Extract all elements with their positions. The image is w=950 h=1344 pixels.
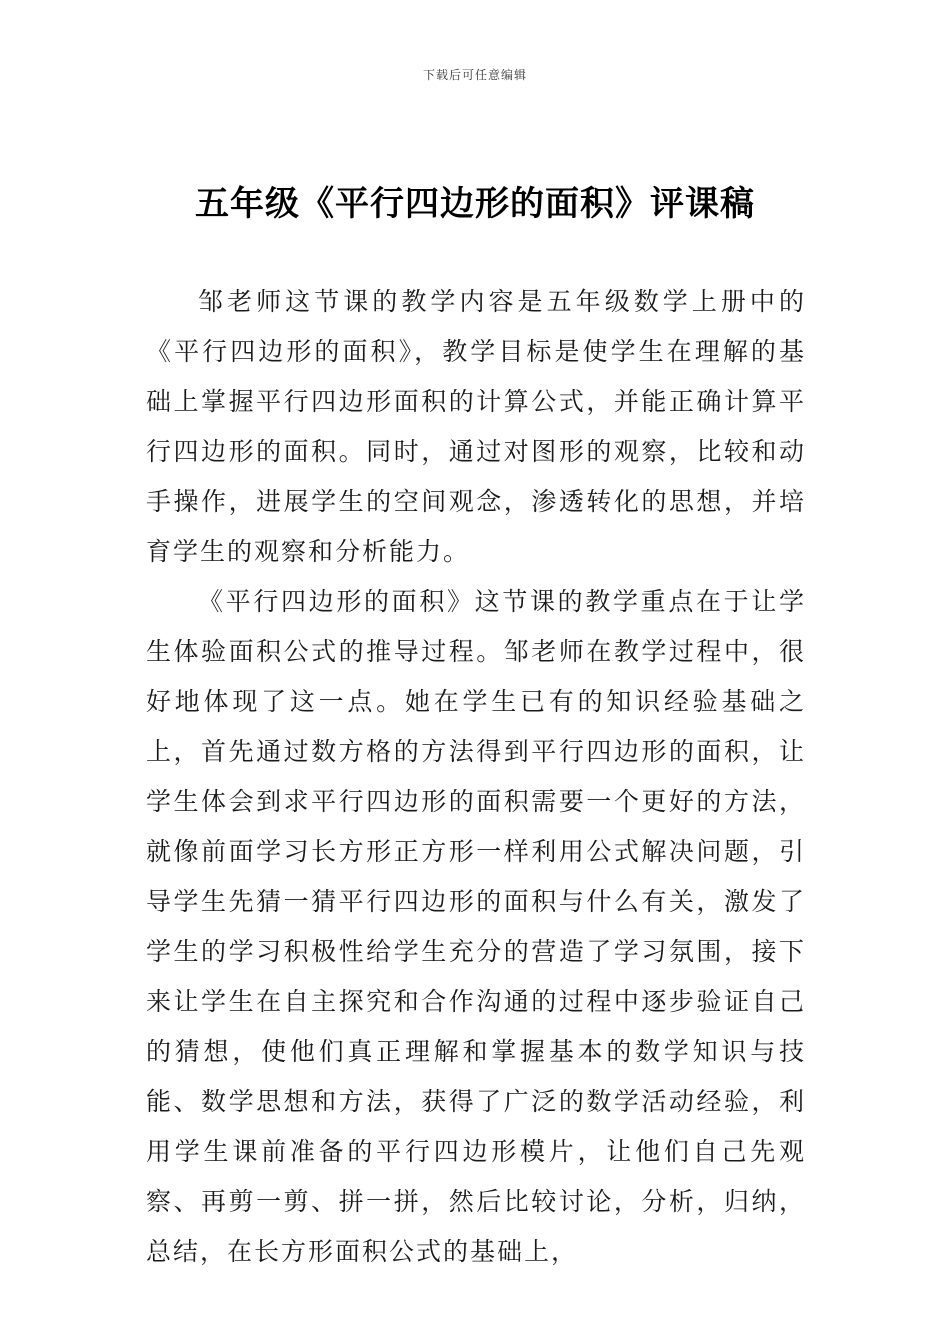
paragraph-1: 邹老师这节课的教学内容是五年级数学上册中的《平行四边形的面积》，教学目标是使学生在理解的基础上掌握平行四边形面积的计算公式，并能正确计算平行四边形的面积。同时，通过对图形的观察，比较和动手操作，进展学生的空间观念，渗透转化的思想，并培育学生的观察和分析能力。 — [146, 287, 806, 566]
document-title: 五年级《平行四边形的面积》评课稿 — [195, 184, 755, 224]
document-body — [146, 277, 806, 1277]
header-note: 下载后可任意编辑 — [422, 68, 527, 82]
paragraph-2: 《平行四边形的面积》这节课的教学重点在于让学生体验面积公式的推导过程。邹老师在教学过程中，很好地体现了这一点。她在学生已有的知识经验基础之上，首先通过数方格的方法得到平行四边形的面积，让学生体会到求平行四边形的面积需要一个更好的方法，就像前面学习长方形正方形一样利用公式解决问题，引导学生先猜一猜平行四边形的面积与什么有关，激发了学生的学习积极性给学生充分的营造了学习氛围，接下来让学生在自主探究和合作沟通的过程中逐步验证自己的猜想，使他们真正理解和掌握基本的数学知识与技能、数学思想和方法，获得了广泛的数学活动经验，利用学生课前准备的平行四边形模片，让他们自己先观察、再剪一剪、拼一拼，然后比较讨论，分析，归纳，总结，在长方形面积公式的基础上， — [146, 587, 806, 1266]
